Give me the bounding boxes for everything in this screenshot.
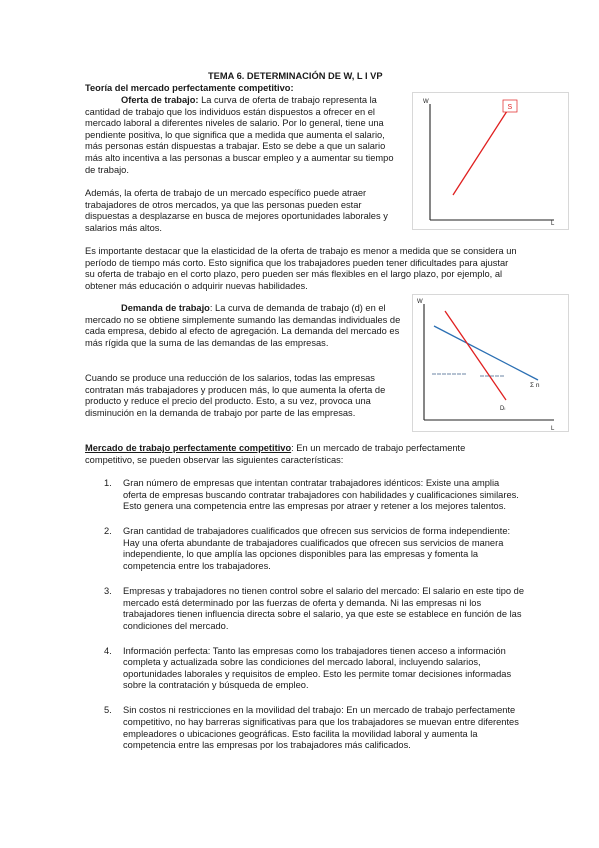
supply-paragraph bbox=[85, 95, 401, 176]
list-item-number: 3. bbox=[104, 585, 112, 596]
demand-text: : La curva de demanda de trabajo (d) en el mercado no se obtiene simplemente sumando las demandas individuales de cada empresa, debido al efecto de agregación. La demanda del mercado es más rígida que la suma de las demandas de las empresas. bbox=[85, 303, 401, 348]
market-text: : En un mercado de trabajo perfectamente competitivo, se pueden observar las siguientes características: bbox=[85, 443, 466, 465]
elasticity-paragraph: Es importante destacar que la elasticidad de la oferta de trabajo es menor a medida que se considera un período de tiempo más corto. Esto significa que los trabajadores pueden tener dificultades para ajustar su oferta de trabajo en el corto plazo, pero pueden ser más flexibles en el largo plazo, por ejemplo, al obtener más educación o adquirir nuevas habilidades. bbox=[85, 246, 517, 291]
supply-term: Oferta de trabajo: bbox=[121, 95, 199, 105]
fig2-x-label: L bbox=[551, 426, 555, 432]
list-item-text: Empresas y trabajadores no tienen control sobre el salario del mercado: El salario en este tipo de mercado está determinado por las fuerzas de oferta y demanda. Ni las empresas ni los trabajadores tienen influencia directa sobre el salario, ya que este se establece en función de las condiciones del mercado. bbox=[123, 585, 525, 631]
section-heading: Teoría del mercado perfectamente competitivo: bbox=[85, 83, 294, 93]
list-item bbox=[104, 645, 525, 692]
fig1-y-label: W bbox=[423, 99, 429, 105]
list-item bbox=[104, 526, 525, 572]
supply-curve-figure bbox=[412, 92, 569, 230]
supply-text: La curva de oferta de trabajo representa la cantidad de trabajo que los individuos están dispuestos a ofrecer en el mercado laboral a diferentes niveles de salario. Por lo general, tiene una pendiente positiva, lo que significa que a medida que aumenta el salario, más personas están dispuestas a trabajar. Esto se debe a que un salario más alto incentiva a las personas a buscar empleo y a aumentar su tiempo de trabajo. bbox=[85, 95, 394, 175]
supply-curve-label: S bbox=[507, 104, 513, 111]
list-item-number: 4. bbox=[104, 645, 112, 656]
list-item-number: 1. bbox=[104, 478, 112, 488]
list-item-text: Gran número de empresas que intentan contratar trabajadores idénticos: Existe una amplia oferta de empresas buscando contratar trabajadores con habilidades y cualificaciones similares. Esto genera una competencia entre las empresas por atraer y retener a los mejores talentos. bbox=[123, 478, 519, 512]
fig1-x-label: L bbox=[551, 221, 555, 227]
sum-demand-label: Σ n bbox=[530, 382, 540, 389]
document-title: TEMA 6. DETERMINACIÓN DE W, L I VP bbox=[208, 71, 383, 81]
list-item-number: 2. bbox=[104, 526, 112, 537]
list-item-text: Sin costos ni restricciones en la movilidad del trabajo: En un mercado de trabajo perfectamente competitivo, no hay barreras significativas para que los trabajadores se muevan entre diferentes empleadores o ubicaciones geográficas. Esto facilita la movilidad laboral y aumenta la competencia entre las empresas por los trabajadores más calificados. bbox=[123, 705, 519, 751]
market-term: Mercado de trabajo perfectamente competitivo bbox=[85, 443, 292, 453]
list-item bbox=[104, 585, 525, 632]
supply-paragraph-2: Además, la oferta de trabajo de un mercado específico puede atraer trabajadores de otros mercados, ya que las personas pueden estar dispuestas a desplazarse en busca de mejores oportunidades laborales y salarios más altos. bbox=[85, 188, 388, 233]
market-paragraph bbox=[85, 443, 517, 466]
characteristics-list bbox=[104, 478, 525, 765]
list-item bbox=[104, 478, 525, 513]
list-item bbox=[104, 705, 525, 751]
demand-paragraph bbox=[85, 303, 401, 349]
fig2-y-label: W bbox=[417, 299, 423, 305]
list-item-text: Gran cantidad de trabajadores cualificados que ofrecen sus servicios de forma independiente: Hay una oferta abundante de trabajadores cualificados que ofrecen sus servicios de manera independiente, lo que amplía las opciones disponibles para las empresas y fomenta la competencia entre los trabajadores. bbox=[123, 526, 511, 571]
demand-term: Demanda de trabajo bbox=[121, 303, 210, 313]
market-demand-label: Dₗ bbox=[500, 406, 506, 412]
list-item-text: Información perfecta: Tanto las empresas como los trabajadores tienen acceso a información completa y actualizada sobre las condiciones del mercado laboral, incluyendo salarios, oportunidades laborales y requisitos de empleo. Esto les permite tomar decisiones informadas sobre la contratación y búsqueda de empleo. bbox=[123, 645, 512, 691]
demand-paragraph-2: Cuando se produce una reducción de los salarios, todas las empresas contratan más trabajadores y producen más, lo que aumenta la oferta de producto y reduce el precio del producto. Esto, a su vez, provoca una disminución en la demanda de trabajo por parte de las empresas. bbox=[85, 373, 386, 418]
list-item-number: 5. bbox=[104, 705, 112, 716]
demand-curve-figure bbox=[412, 294, 569, 432]
